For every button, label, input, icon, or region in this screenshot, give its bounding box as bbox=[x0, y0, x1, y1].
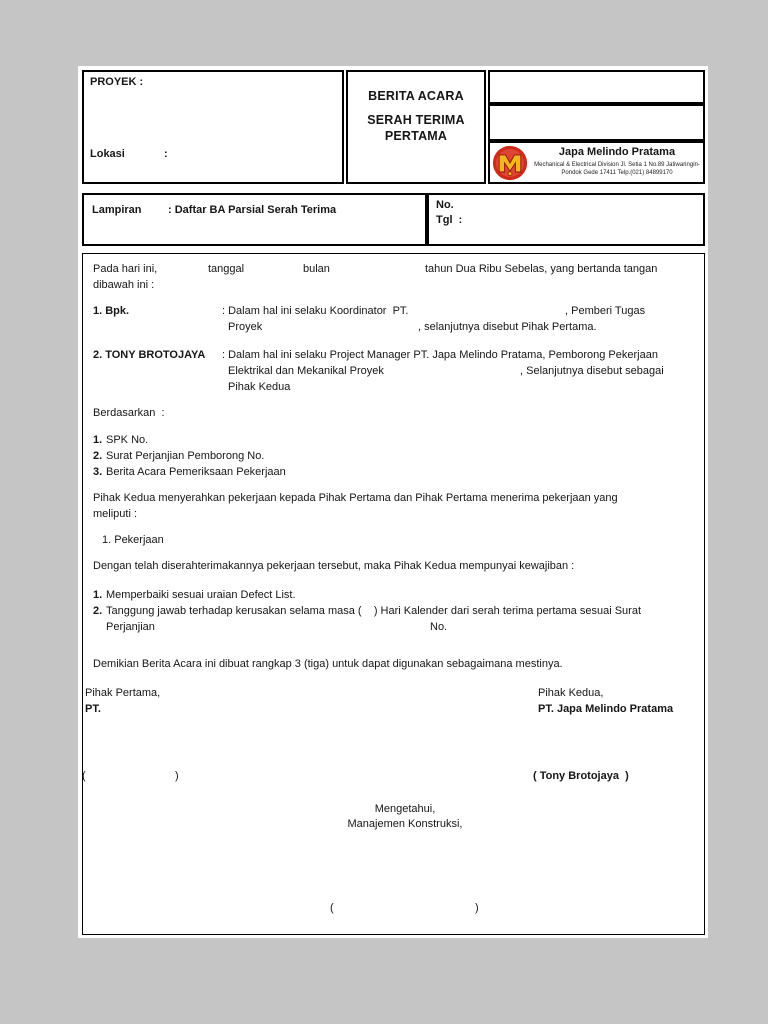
company-name: Japa Melindo Pratama bbox=[558, 146, 676, 158]
witness-label1: Mengetahui, bbox=[374, 803, 436, 815]
berdasarkan-label: Berdasarkan : bbox=[93, 407, 165, 419]
signature-left-paren-open: ( bbox=[82, 770, 86, 782]
document-title-line3: PERTAMA bbox=[384, 129, 448, 143]
party2-name: 2. TONY BROTOJAYA bbox=[93, 349, 206, 361]
company-address-line1: Mechanical & Electrical Division Jl. Setia 1 No.89 Jatiwaringin- bbox=[534, 162, 700, 168]
document-title-line1: BERITA ACARA bbox=[368, 89, 464, 103]
obligation-item1-text: Memperbaiki sesuai uraian Defect List. bbox=[106, 589, 296, 601]
opening-month: bulan bbox=[303, 263, 330, 275]
lampiran-cell bbox=[82, 193, 427, 246]
number-label: No. bbox=[436, 199, 454, 211]
obligation-intro: Dengan telah diserahterimakannya pekerjaan tersebut, maka Pihak Kedua mempunyai kewajiban : bbox=[93, 560, 575, 572]
party1-desc1: : Dalam hal ini selaku Koordinator PT. bbox=[222, 305, 409, 317]
date-label: Tgl : bbox=[436, 214, 463, 226]
signature-right-name: ( Tony Brotojaya ) bbox=[533, 770, 629, 782]
basis-item-text: Berita Acara Pemeriksaan Pekerjaan bbox=[106, 466, 286, 478]
number-date-cell bbox=[427, 193, 705, 246]
basis-item-number: 2. bbox=[93, 450, 103, 462]
handover-item1: 1. Pekerjaan bbox=[102, 534, 164, 546]
project-label: PROYEK : bbox=[90, 76, 144, 88]
basis-item-text: Surat Perjanjian Pemborong No. bbox=[106, 450, 265, 462]
party2-desc3: Pihak Kedua bbox=[228, 381, 291, 393]
basis-item-number: 3. bbox=[93, 466, 103, 478]
party1-desc2: Proyek bbox=[228, 321, 263, 333]
company-logo-icon bbox=[492, 145, 528, 181]
opening-date: tanggal bbox=[208, 263, 245, 275]
header-title-cell bbox=[346, 70, 486, 184]
company-address-line2: Pondok Gede 17411 Telp.(021) 84899170 bbox=[561, 170, 673, 176]
closing-statement: Demikian Berita Acara ini dibuat rangkap 3 (tiga) untuk dapat digunakan sebagaimana mestinya. bbox=[93, 658, 563, 670]
obligation-item2-cont: Perjanjian bbox=[106, 621, 155, 633]
witness-paren-close: ) bbox=[475, 902, 479, 914]
witness-label2: Manajemen Konstruksi, bbox=[347, 818, 463, 830]
header-right-empty-cell-1 bbox=[488, 70, 705, 104]
party2-desc2b: , Selanjutnya disebut sebagai bbox=[520, 365, 664, 377]
document-title-line2: SERAH TERIMA bbox=[367, 113, 465, 127]
handover-line1: Pihak Kedua menyerahkan pekerjaan kepada Pihak Pertama dan Pihak Pertama menerima pekerjaan yang bbox=[93, 492, 618, 504]
obligation-item2-text: Tanggung jawab terhadap kerusakan selama masa ( ) Hari Kalender dari serah terima pertama sesuai Surat bbox=[106, 605, 641, 617]
signature-right-role: Pihak Kedua, bbox=[538, 687, 604, 699]
obligation-item-number: 2. bbox=[93, 605, 103, 617]
location-colon: : bbox=[164, 148, 168, 160]
party1-desc1b: , Pemberi Tugas bbox=[565, 305, 646, 317]
obligation-item2-no: No. bbox=[430, 621, 448, 633]
opening-cont: dibawah ini : bbox=[93, 279, 155, 291]
obligation-item-number: 1. bbox=[93, 589, 103, 601]
signature-left-paren-close: ) bbox=[175, 770, 179, 782]
basis-item-number: 1. bbox=[93, 434, 103, 446]
signature-left-company: PT. bbox=[85, 703, 101, 715]
party1-desc2b: , selanjutnya disebut Pihak Pertama. bbox=[418, 321, 597, 333]
witness-paren-open: ( bbox=[330, 902, 334, 914]
opening-year: tahun Dua Ribu Sebelas, yang bertanda tangan bbox=[425, 263, 658, 275]
lampiran-value: : Daftar BA Parsial Serah Terima bbox=[168, 204, 337, 216]
signature-left-role: Pihak Pertama, bbox=[85, 687, 161, 699]
lampiran-label: Lampiran bbox=[92, 204, 142, 216]
opening-day: Pada hari ini, bbox=[93, 263, 158, 275]
location-label: Lokasi bbox=[90, 148, 125, 160]
party1-name: 1. Bpk. bbox=[93, 305, 130, 317]
document-page bbox=[78, 66, 708, 938]
signature-right-company: PT. Japa Melindo Pratama bbox=[538, 703, 674, 715]
basis-item-text: SPK No. bbox=[106, 434, 149, 446]
party2-desc1: : Dalam hal ini selaku Project Manager PT. Japa Melindo Pratama, Pemborong Pekerjaan bbox=[222, 349, 658, 361]
handover-line2: meliputi : bbox=[93, 508, 138, 520]
party2-desc2: Elektrikal dan Mekanikal Proyek bbox=[228, 365, 384, 377]
header-right-empty-cell-2 bbox=[488, 104, 705, 141]
